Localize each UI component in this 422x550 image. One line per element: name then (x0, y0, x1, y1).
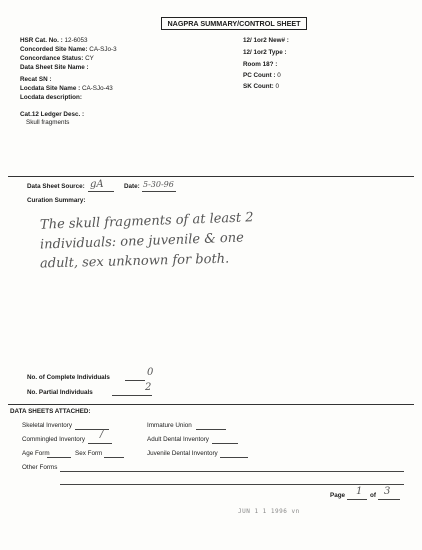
page-label: Page (330, 492, 346, 499)
data-sheet-site-name-field: Data Sheet Site Name : (20, 64, 89, 71)
summary-line-1: The skull fragments of at least 2 (39, 210, 254, 233)
page-current: 1 (356, 486, 363, 497)
attached-heading: DATA SHEETS ATTACHED: (10, 408, 91, 415)
new-number-field: 12/ 1or2 New# : (243, 37, 289, 44)
ledger-desc-label: Cat.12 Ledger Desc. : (20, 111, 85, 118)
locdata-description-field: Locdata description: (20, 94, 82, 101)
page-total: 3 (384, 486, 391, 497)
complete-individuals-label: No. of Complete Individuals (27, 374, 110, 381)
type-field: 12/ 1or2 Type : (243, 49, 287, 56)
curation-summary-label: Curation Summary: (27, 197, 86, 204)
data-sheet-source-value: gA (90, 179, 104, 190)
data-sheet-source-label: Data Sheet Source: (27, 183, 85, 190)
concorded-site-name-field: Concorded Site Name: CA-SJo-3 (20, 46, 117, 53)
date-label: Date: (124, 183, 140, 190)
adult-dental-underline (212, 443, 238, 444)
recat-sn-field: Recat SN : (20, 76, 52, 83)
section-divider-2 (8, 404, 414, 405)
complete-underline (125, 380, 145, 381)
received-stamp: JUN 1 1 1996 vn (238, 508, 300, 515)
partial-individuals-value: 2 (145, 382, 152, 393)
locdata-site-name-field: Locdata Site Name : CA-SJo-43 (20, 85, 113, 92)
summary-line-2: individuals: one juvenile & one (39, 230, 245, 253)
commingled-underline (88, 443, 112, 444)
sex-form-underline (104, 457, 124, 458)
age-form-label: Age Form (22, 450, 50, 457)
age-form-underline (47, 457, 71, 458)
other-forms-underline (60, 471, 404, 472)
partial-underline (112, 395, 152, 396)
adult-dental-label: Adult Dental Inventory (147, 436, 209, 443)
commingled-inventory-value: / (100, 429, 104, 440)
sex-form-label: Sex Form (75, 450, 103, 457)
page-current-underline (347, 499, 367, 500)
ledger-desc-value: Skull fragments (26, 119, 70, 126)
hsr-cat-no-field: HSR Cat. No. : 12-6053 (20, 37, 88, 44)
juvenile-dental-underline (220, 457, 248, 458)
date-underline (142, 191, 176, 192)
skeletal-underline (75, 429, 109, 430)
section-divider (8, 176, 414, 177)
date-value: 5-30-96 (143, 180, 174, 189)
complete-individuals-value: 0 (147, 367, 154, 378)
page-total-underline (378, 499, 400, 500)
pc-count-field: PC Count : 0 (243, 72, 281, 79)
sk-count-field: SK Count: 0 (243, 83, 280, 90)
room-field: Room 18? : (243, 61, 278, 68)
immature-union-underline (196, 429, 226, 430)
summary-line-3: adult, sex unknown for both. (39, 251, 230, 272)
page-of-label: of (370, 492, 376, 499)
immature-union-label: Immature Union (147, 422, 192, 429)
concordance-status-field: Concordance Status: CY (20, 55, 94, 62)
commingled-inventory-label: Commingled Inventory (22, 436, 85, 443)
form-title: NAGPRA SUMMARY/CONTROL SHEET (161, 17, 307, 30)
other-forms-underline-2 (60, 484, 404, 485)
juvenile-dental-label: Juvenile Dental Inventory (147, 450, 218, 457)
partial-individuals-label: No. Partial Individuals (27, 389, 93, 396)
skeletal-inventory-label: Skeletal Inventory (22, 422, 73, 429)
source-underline (88, 191, 114, 192)
other-forms-label: Other Forms (22, 464, 58, 471)
